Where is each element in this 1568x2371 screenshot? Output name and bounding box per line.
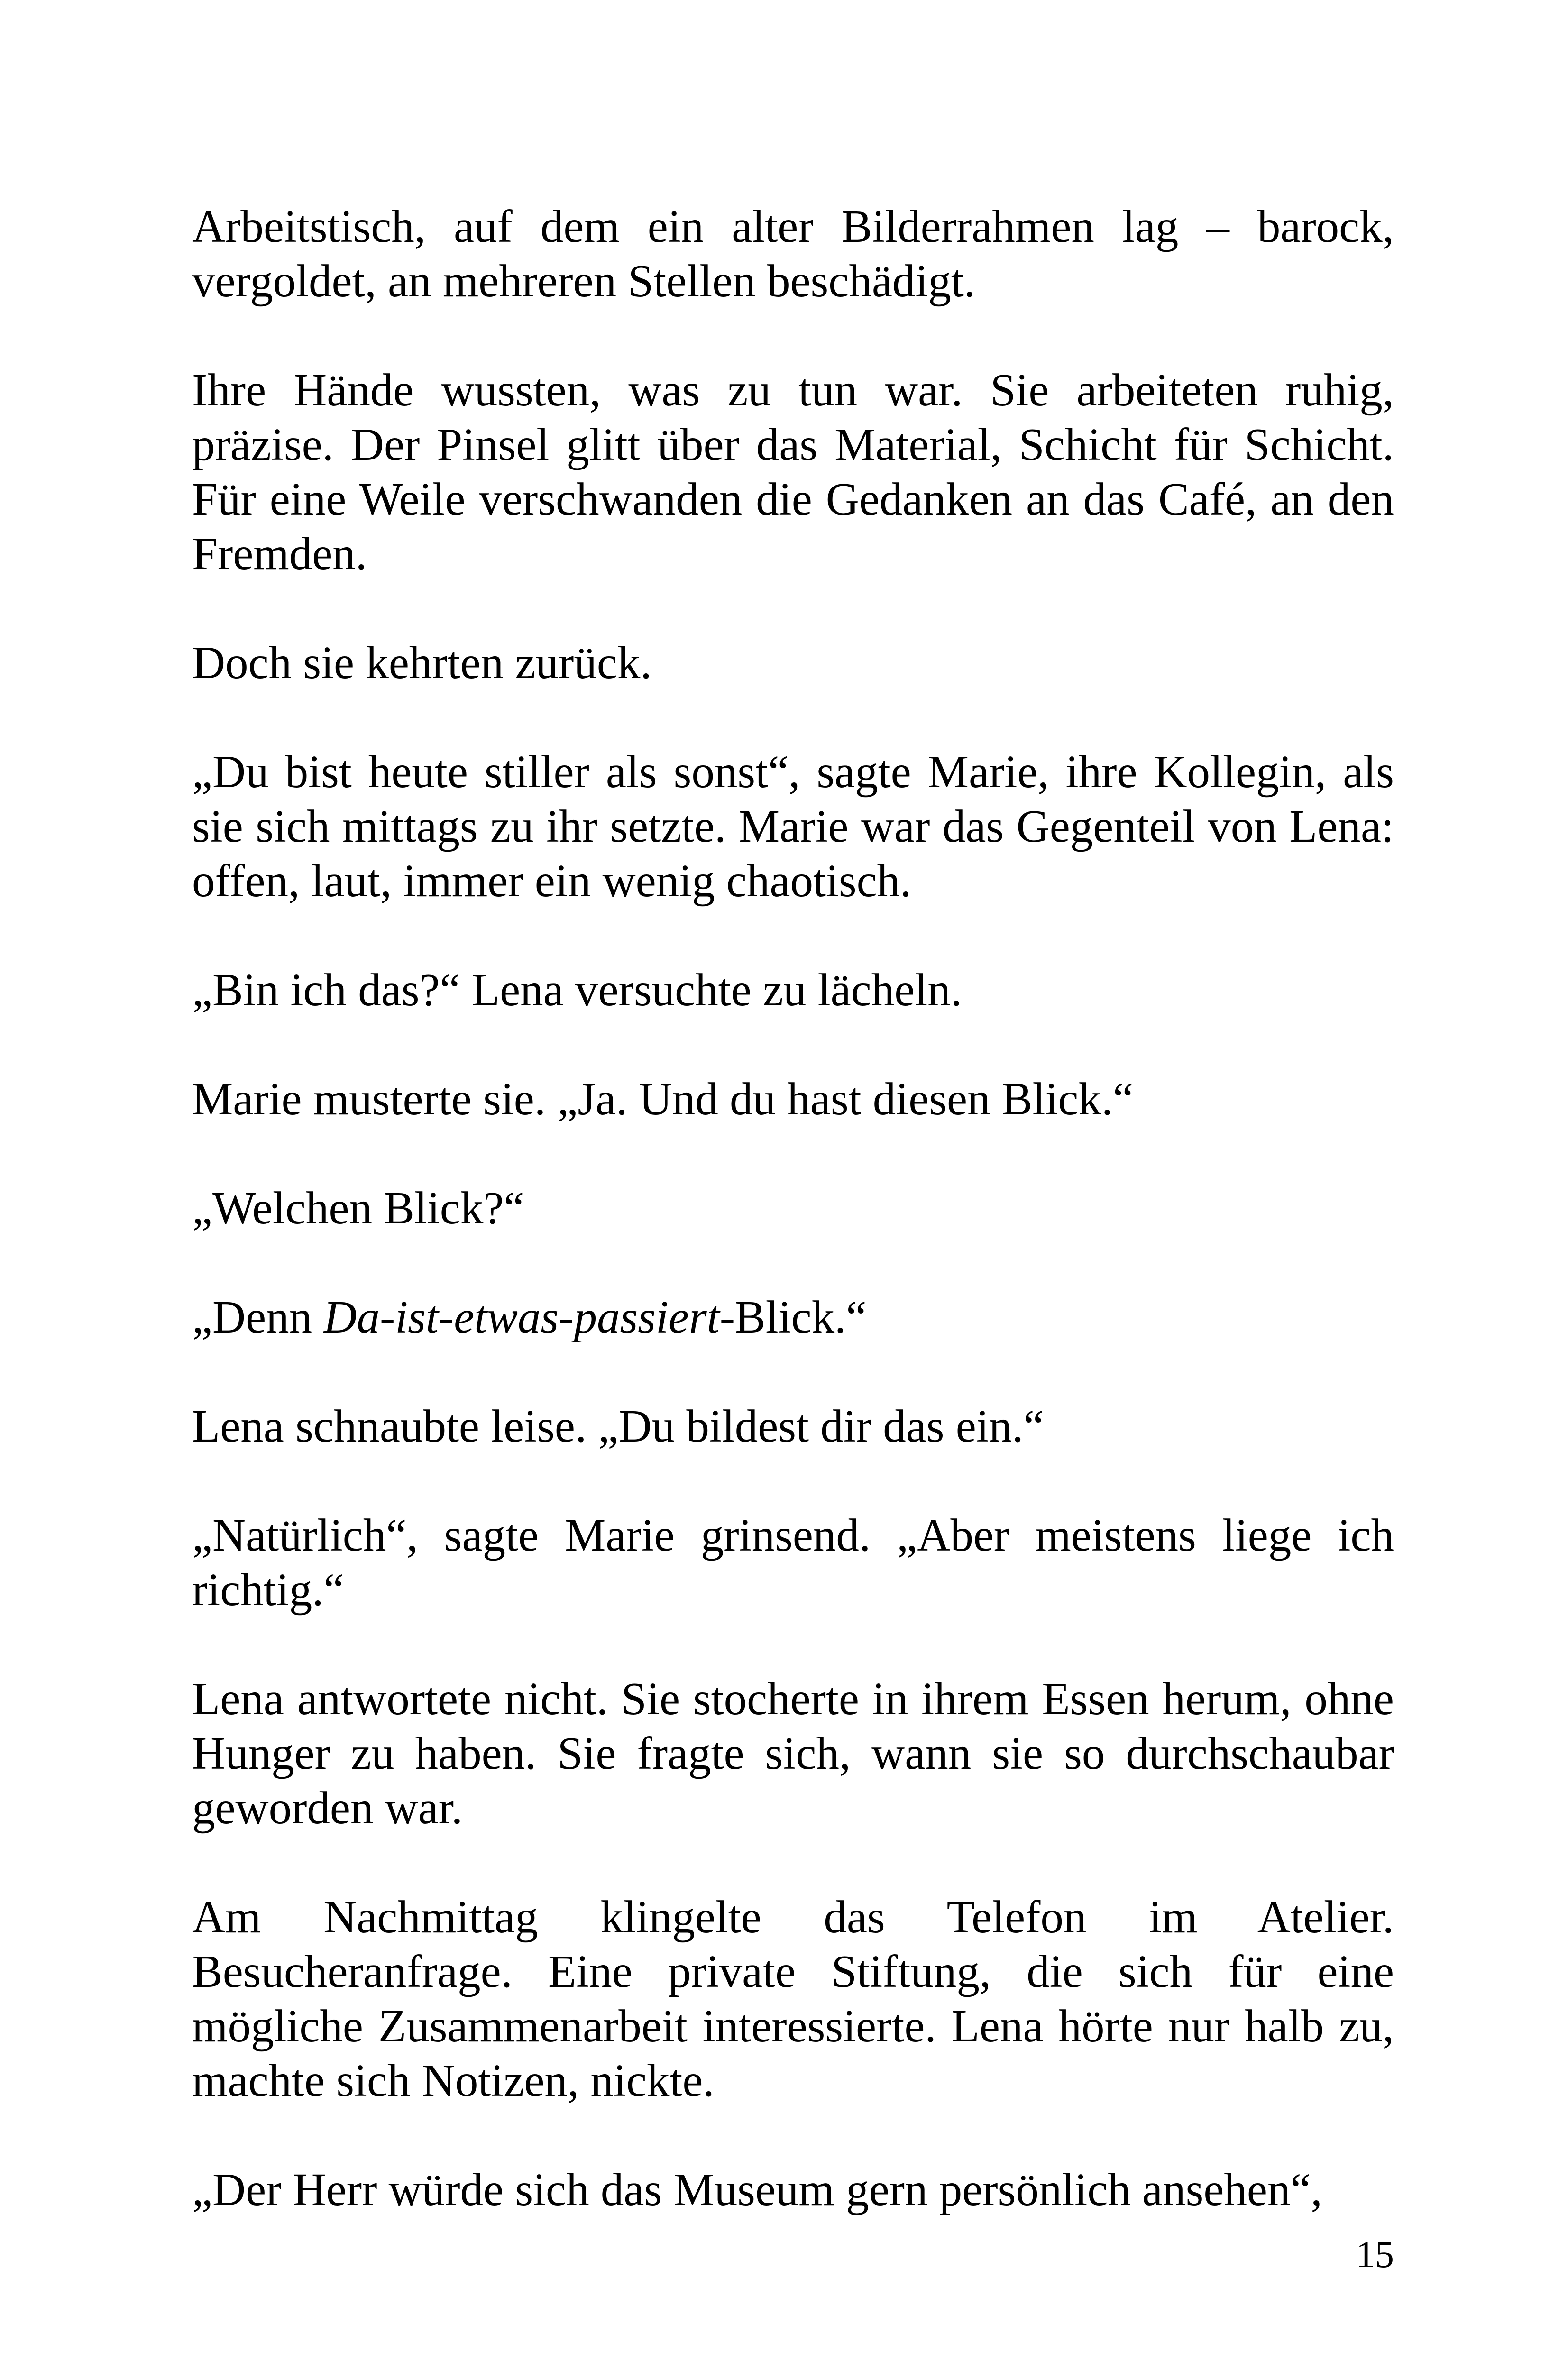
paragraph	[192, 1290, 1394, 1344]
paragraph: Marie musterte sie. „Ja. Und du hast diesen Blick.“	[192, 1074, 1134, 1124]
paragraph: Doch sie kehrten zurück.	[192, 637, 652, 688]
paragraph: „Natürlich“, sagte Marie grinsend. „Aber meistens liege ich richtig.“	[192, 1510, 1394, 1615]
paragraph: „Der Herr würde sich das Museum gern persönlich ansehen“,	[192, 2164, 1322, 2215]
emphasized-text: Da-ist-etwas-passiert	[323, 1292, 720, 1342]
paragraph: Lena schnaubte leise. „Du bildest dir das ein.“	[192, 1401, 1044, 1452]
paragraph: Lena antwortete nicht. Sie stocherte in ihrem Essen herum, ohne Hunger zu haben. Sie fragte sich, wann sie so durchschaubar geworden war.	[192, 1673, 1394, 1833]
paragraph: Arbeitstisch, auf dem ein alter Bilderrahmen lag – barock, vergoldet, an mehreren Stellen beschädigt.	[192, 201, 1394, 306]
paragraph: Ihre Hände wussten, was zu tun war. Sie arbeiteten ruhig, präzise. Der Pinsel glitt über das Material, Schicht für Schicht. Für eine Weile verschwanden die Gedanken an das Café, an den Fremden.	[192, 365, 1394, 579]
paragraph: „Du bist heute stiller als sonst“, sagte Marie, ihre Kollegin, als sie sich mittags zu ihr setzte. Marie war das Gegenteil von Lena: offen, laut, immer ein wenig chaotisch.	[192, 746, 1394, 906]
paragraph-text: -Blick.“	[719, 1292, 867, 1342]
paragraph: „Welchen Blick?“	[192, 1183, 524, 1233]
paragraph-text: „Denn	[192, 1292, 324, 1342]
body-text	[192, 199, 1394, 2217]
page-number: 15	[1356, 2234, 1394, 2276]
paragraph: Am Nachmittag klingelte das Telefon im Atelier. Besucheranfrage. Eine private Stiftung, die sich für eine mögliche Zusammenarbeit interessierte. Lena hörte nur halb zu, machte sich Notizen, nickte.	[192, 1892, 1394, 2106]
paragraph: „Bin ich das?“ Lena versuchte zu lächeln.	[192, 965, 962, 1015]
